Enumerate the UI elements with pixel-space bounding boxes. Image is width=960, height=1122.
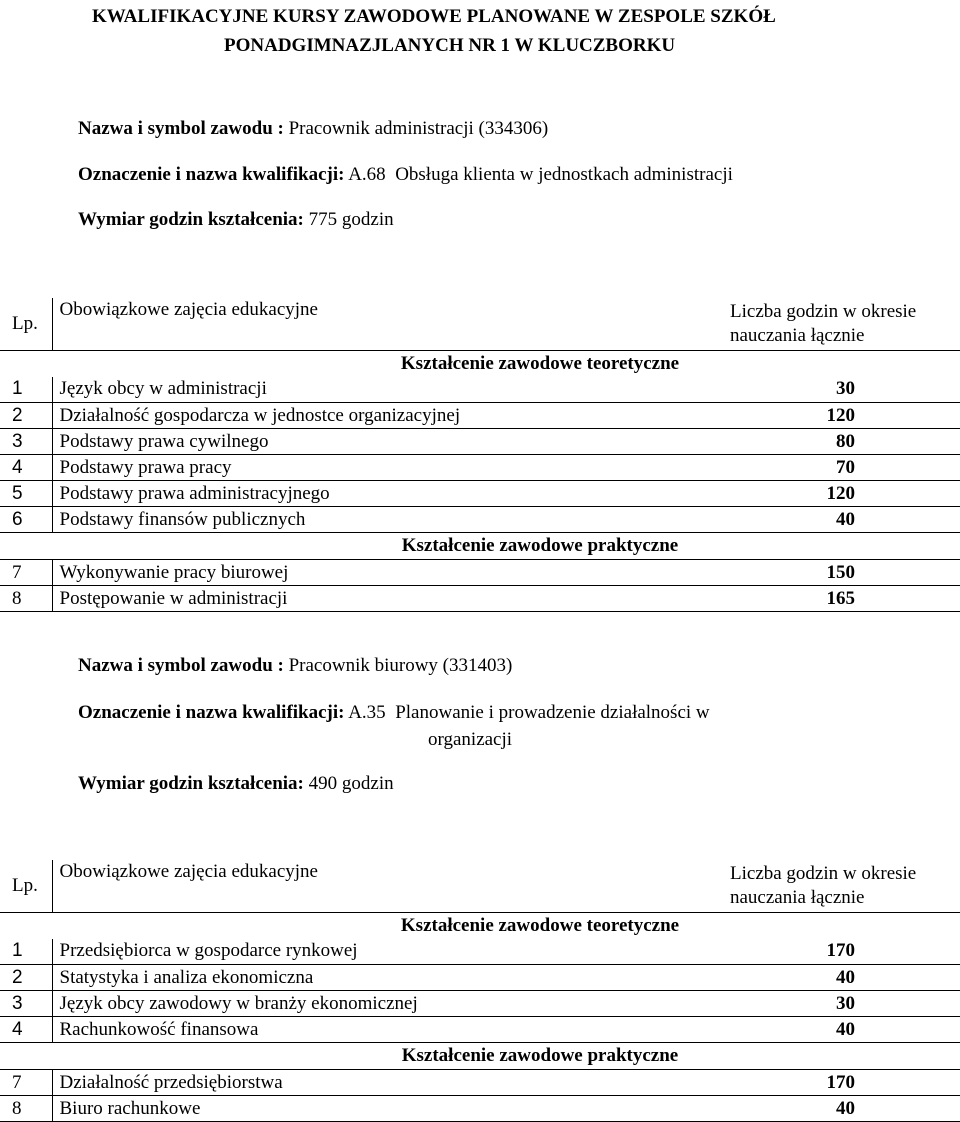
row-hours: 30 <box>720 377 960 403</box>
table-row <box>0 1070 960 1096</box>
row-subject: Wykonywanie pracy biurowej <box>52 560 720 586</box>
row-hours: 120 <box>720 403 960 429</box>
row-lp: 8 <box>0 1096 52 1122</box>
row-hours: 150 <box>720 560 960 586</box>
col-subject-header: Obowiązkowe zajęcia edukacyjne <box>52 860 720 912</box>
qualification-label: Oznaczenie i nazwa kwalifikacji: <box>78 702 345 723</box>
profession-value: Pracownik administracji (334306) <box>288 118 549 139</box>
col-hours-header-line2: nauczania łącznie <box>730 886 865 908</box>
title-line-2: PONADGIMNAZJLANYCH NR 1 W KLUCZBORKU <box>224 35 676 56</box>
row-hours: 40 <box>720 1096 960 1122</box>
table-row <box>0 965 960 991</box>
row-subject: Podstawy prawa cywilnego <box>52 429 720 455</box>
profession-label: Nazwa i symbol zawodu : <box>78 655 284 676</box>
table-header-row <box>0 298 960 350</box>
row-subject: Język obcy zawodowy w branży ekonomicznej <box>52 991 720 1017</box>
row-hours: 80 <box>720 429 960 455</box>
qualification-label: Oznaczenie i nazwa kwalifikacji: <box>78 164 345 185</box>
section-theory: Kształcenie zawodowe teoretyczne <box>400 914 680 936</box>
section-row-theory <box>0 350 960 377</box>
col-hours-header <box>720 860 960 912</box>
profession-line-2 <box>78 655 512 677</box>
row-hours: 40 <box>720 507 960 533</box>
table-row <box>0 1017 960 1043</box>
hours-label: Wymiar godzin kształcenia: <box>78 773 304 794</box>
qualification-name: Planowanie i prowadzenie działalności w <box>395 702 710 723</box>
row-subject: Podstawy finansów publicznych <box>52 507 720 533</box>
row-subject: Podstawy prawa administracyjnego <box>52 481 720 507</box>
row-lp: 6 <box>0 507 52 533</box>
row-subject: Biuro rachunkowe <box>52 1096 720 1122</box>
table-row <box>0 939 960 965</box>
row-lp: 4 <box>0 455 52 481</box>
row-subject: Działalność gospodarcza w jednostce organizacyjnej <box>52 403 720 429</box>
row-lp: 5 <box>0 481 52 507</box>
table-row <box>0 429 960 455</box>
col-subject-header: Obowiązkowe zajęcia edukacyjne <box>52 298 720 350</box>
profession-line-1 <box>78 118 548 140</box>
row-hours: 40 <box>720 965 960 991</box>
row-lp: 4 <box>0 1017 52 1043</box>
course-table-1 <box>0 298 960 612</box>
table-row <box>0 403 960 429</box>
hours-value: 490 godzin <box>308 773 394 794</box>
row-lp: 2 <box>0 403 52 429</box>
row-subject: Język obcy w administracji <box>52 377 720 403</box>
table-row <box>0 991 960 1017</box>
hours-label: Wymiar godzin kształcenia: <box>78 209 304 230</box>
table-row <box>0 560 960 586</box>
row-subject: Podstawy prawa pracy <box>52 455 720 481</box>
table-row <box>0 455 960 481</box>
row-hours: 165 <box>720 586 960 612</box>
table-row <box>0 481 960 507</box>
row-subject: Przedsiębiorca w gospodarce rynkowej <box>52 939 720 965</box>
col-hours-header <box>720 298 960 350</box>
table-row <box>0 507 960 533</box>
row-lp: 7 <box>0 560 52 586</box>
col-hours-header-line1: Liczba godzin w okresie <box>730 862 917 884</box>
section-practice: Kształcenie zawodowe praktyczne <box>0 1043 960 1070</box>
row-subject: Statystyka i analiza ekonomiczna <box>52 965 720 991</box>
section-row-practice <box>0 533 960 560</box>
row-lp: 3 <box>0 429 52 455</box>
row-hours: 30 <box>720 991 960 1017</box>
row-hours: 40 <box>720 1017 960 1043</box>
course-table-2 <box>0 860 960 1122</box>
qualification-code: A.68 <box>348 164 386 185</box>
qualification-line-1 <box>78 164 733 186</box>
row-subject: Działalność przedsiębiorstwa <box>52 1070 720 1096</box>
row-hours: 170 <box>720 939 960 965</box>
row-lp: 1 <box>0 377 52 403</box>
row-lp: 2 <box>0 965 52 991</box>
table-row <box>0 377 960 403</box>
row-subject: Postępowanie w administracji <box>52 586 720 612</box>
row-hours: 120 <box>720 481 960 507</box>
col-lp-header: Lp. <box>0 860 52 912</box>
row-hours: 70 <box>720 455 960 481</box>
document-title <box>92 2 892 60</box>
row-lp: 3 <box>0 991 52 1017</box>
row-lp: 7 <box>0 1070 52 1096</box>
section-theory: Kształcenie zawodowe teoretyczne <box>400 352 680 374</box>
table-header-row <box>0 860 960 912</box>
profession-label: Nazwa i symbol zawodu : <box>78 118 284 139</box>
row-hours: 170 <box>720 1070 960 1096</box>
hours-line-2 <box>78 773 394 795</box>
qualification-name-continued: organizacji <box>428 729 513 750</box>
table-row <box>0 586 960 612</box>
col-lp-header: Lp. <box>0 298 52 350</box>
section-row-practice <box>0 1043 960 1070</box>
title-line-1: KWALIFIKACYJNE KURSY ZAWODOWE PLANOWANE W ZESPOLE SZKÓŁ <box>92 6 776 27</box>
qualification-name: Obsługa klienta w jednostkach administracji <box>395 164 733 185</box>
col-hours-header-line2: nauczania łącznie <box>730 324 865 346</box>
table-row <box>0 1096 960 1122</box>
row-lp: 8 <box>0 586 52 612</box>
row-subject: Rachunkowość finansowa <box>52 1017 720 1043</box>
section-practice: Kształcenie zawodowe praktyczne <box>0 533 960 560</box>
row-lp: 1 <box>0 939 52 965</box>
hours-value: 775 godzin <box>308 209 394 230</box>
qualification-code: A.35 <box>348 702 386 723</box>
section-row-theory <box>0 912 960 939</box>
qualification-line-2 <box>78 702 710 724</box>
hours-line-1 <box>78 209 394 231</box>
profession-value: Pracownik biurowy (331403) <box>288 655 513 676</box>
col-hours-header-line1: Liczba godzin w okresie <box>730 300 917 322</box>
